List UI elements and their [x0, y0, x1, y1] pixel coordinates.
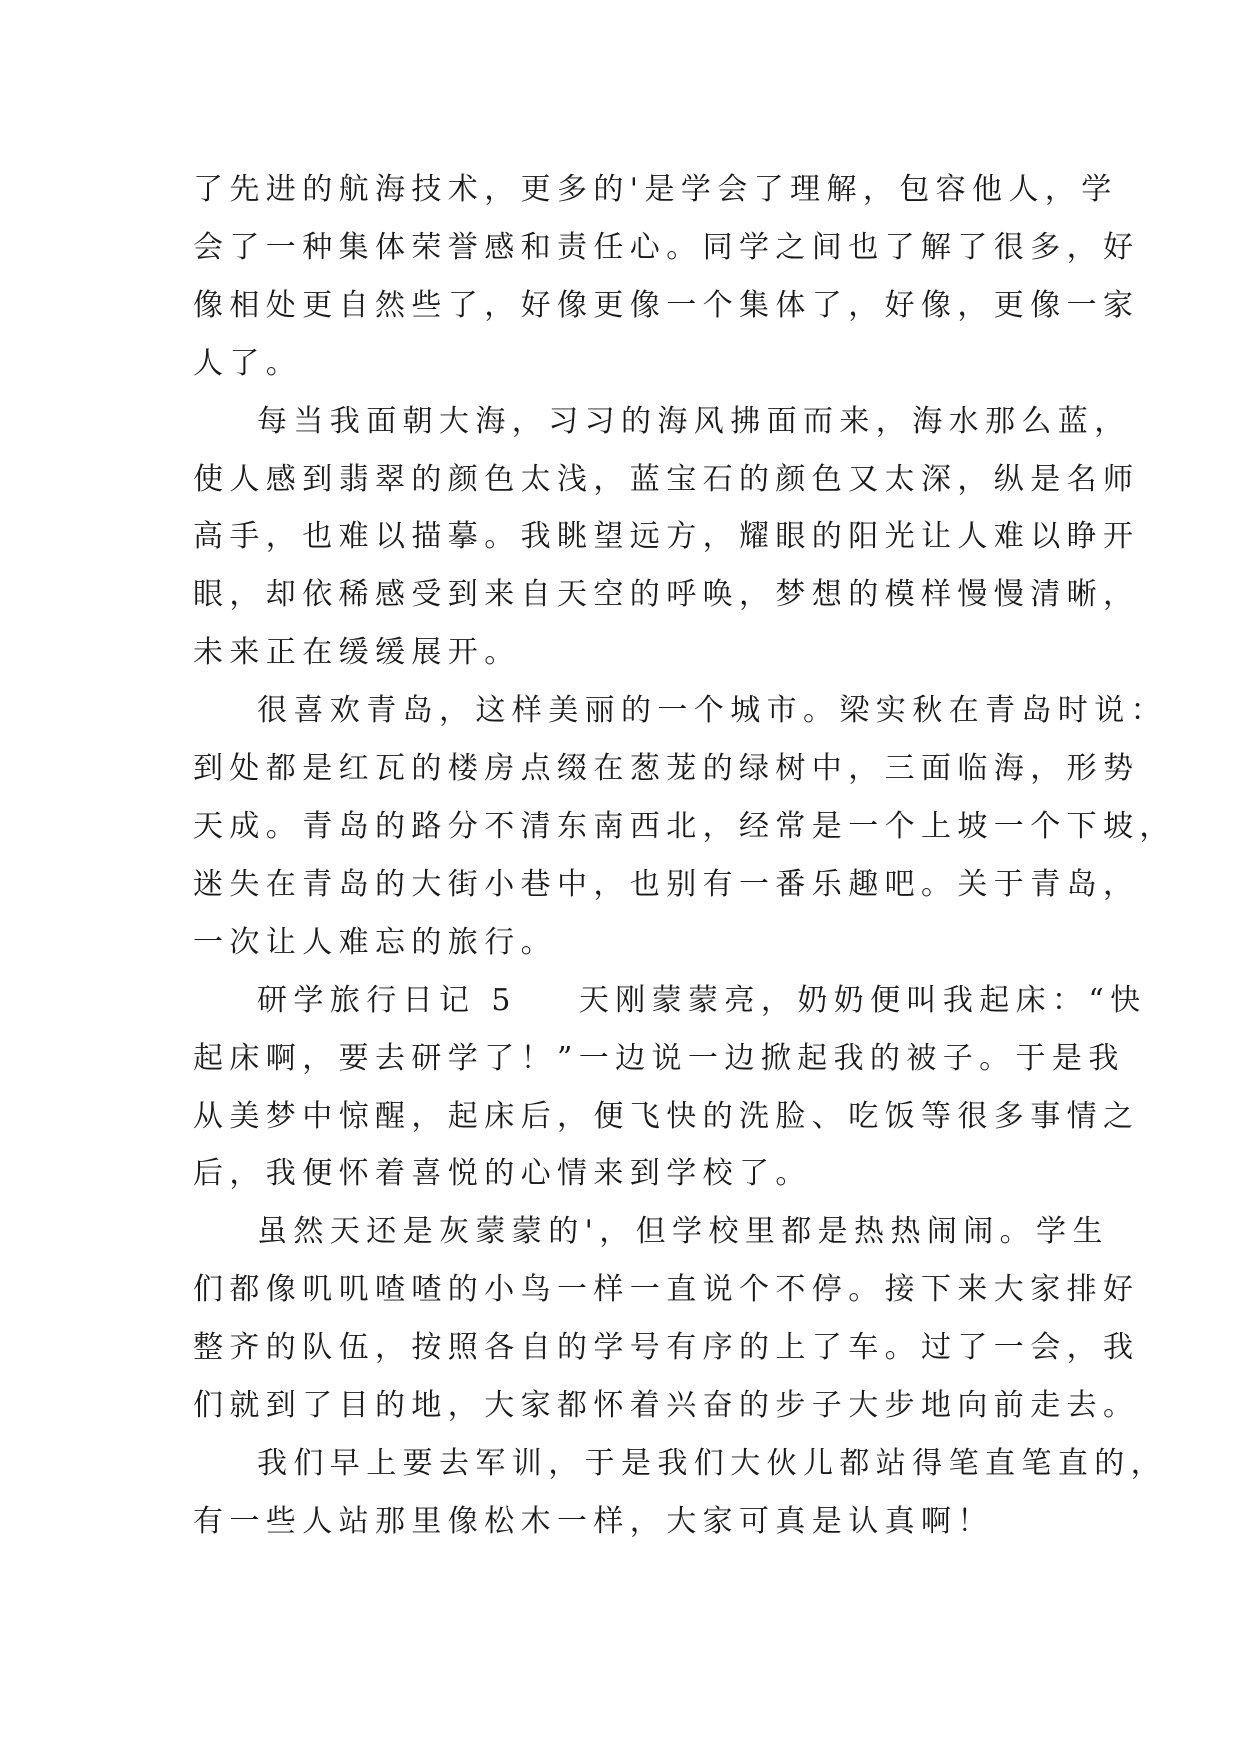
paragraph: [193, 972, 1147, 1204]
paragraph: [193, 1435, 1167, 1551]
diary-first-line: 天刚蒙蒙亮，奶奶便叫我起床：“快: [578, 982, 1147, 1018]
text-line: 每当我面朝大海，习习的海风拂面而来，海水那么蓝，: [257, 403, 1131, 439]
text-line: 使人感到翡翠的颜色太浅，蓝宝石的颜色又太深，纵是名师: [193, 461, 1140, 497]
text-line: 一次让人难忘的旅行。: [193, 924, 557, 960]
paragraph: [193, 393, 1140, 683]
text-line: 整齐的队伍，按照各自的学号有序的上了车。过了一会，我: [193, 1330, 1140, 1366]
text-line: 有一些人站那里像松木一样，大家可真是认真啊！: [193, 1503, 994, 1539]
paragraph: [193, 682, 1176, 972]
text-line: 高手，也难以描摹。我眺望远方，耀眼的阳光让人难以睁开: [193, 519, 1140, 555]
text-line: 们就到了目的地，大家都怀着兴奋的步子大步地向前走去。: [193, 1388, 1140, 1424]
text-line: [193, 972, 1147, 1030]
text-line: 我们早上要去军训，于是我们大伙儿都站得笔直笔直的，: [257, 1445, 1167, 1481]
text-line: 从美梦中惊醒，起床后，便飞快的洗脸、吃饭等很多事情之: [193, 1098, 1140, 1134]
text-line: 人了。: [193, 345, 303, 381]
text-line: 天成。青岛的路分不清东南西北，经常是一个上坡一个下坡，: [193, 808, 1176, 844]
text-line: 起床啊，要去研学了！”一边说一边掀起我的被子。于是我: [193, 1040, 1125, 1076]
text-line: 们都像叽叽喳喳的小鸟一样一直说个不停。接下来大家排好: [193, 1272, 1140, 1308]
document-body: [193, 161, 1176, 1551]
text-line: 虽然天还是灰蒙蒙的'，但学校里都是热热闹闹。学生: [257, 1214, 1109, 1250]
text-line: 后，我便怀着喜悦的心情来到学校了。: [193, 1156, 812, 1192]
text-line: 很喜欢青岛，这样美丽的一个城市。梁实秋在青岛时说：: [257, 693, 1167, 729]
diary-heading: 研学旅行日记 5: [257, 982, 517, 1018]
text-line: 到处都是红瓦的楼房点缀在葱茏的绿树中，三面临海，形势: [193, 751, 1140, 787]
paragraph: [193, 1203, 1140, 1435]
paragraph: [193, 161, 1140, 393]
text-line: 了先进的航海技术，更多的'是学会了理解，包容他人，学: [193, 172, 1118, 207]
text-line: 未来正在缓缓展开。: [193, 635, 521, 671]
text-line: 像相处更自然些了，好像更像一个集体了，好像，更像一家: [193, 287, 1140, 323]
text-line: 眼，却依稀感受到来自天空的呼唤，梦想的模样慢慢清晰，: [193, 577, 1140, 613]
text-line: 迷失在青岛的大街小巷中，也别有一番乐趣吧。关于青岛，: [193, 866, 1140, 902]
text-line: 会了一种集体荣誉感和责任心。同学之间也了解了很多，好: [193, 229, 1140, 265]
